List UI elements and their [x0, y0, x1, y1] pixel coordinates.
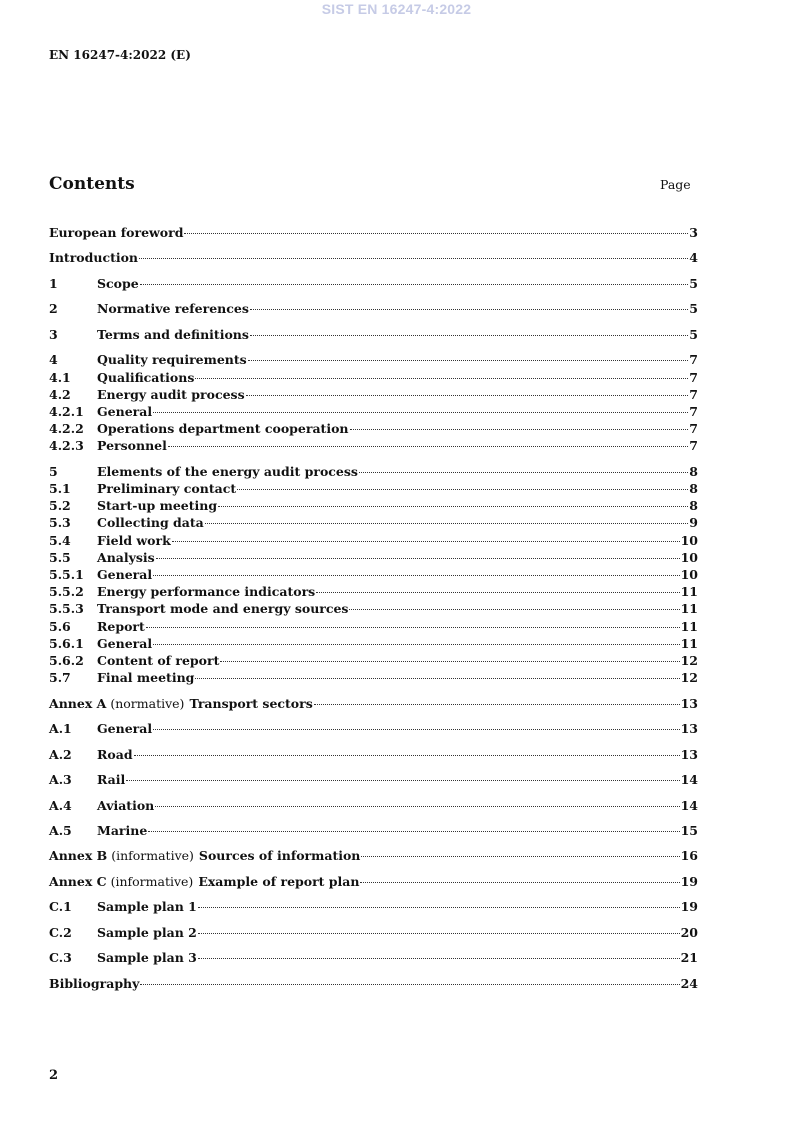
toc-entry-title: Transport sectors	[189, 695, 313, 711]
toc-entry-title: Sources of information	[198, 848, 361, 864]
toc-entry[interactable]	[49, 618, 698, 635]
toc-entry-number: 5.5	[49, 549, 71, 565]
toc-entry-title: Example of report plan	[198, 873, 360, 889]
toc-entry-page: 12	[680, 652, 698, 668]
toc-entry-number: A.5	[49, 823, 72, 838]
toc-entry-title: Quality requirements	[97, 352, 247, 368]
dot-leader	[250, 309, 688, 310]
toc-entry[interactable]	[49, 600, 698, 617]
toc-entry-title: Field work	[97, 532, 171, 548]
toc-entry[interactable]	[49, 532, 698, 549]
toc-entry[interactable]	[49, 566, 698, 583]
dot-leader	[134, 755, 680, 756]
toc-entry-title: Preliminary contact	[97, 481, 237, 497]
toc-entry-title: Aviation	[97, 797, 155, 813]
toc-entry-number: A.4	[49, 797, 72, 813]
toc-entry[interactable]	[49, 463, 698, 480]
toc-entry-number: C.2	[49, 924, 72, 940]
toc-entry-title: European foreword	[49, 225, 184, 240]
contents-title: Contents	[49, 174, 135, 194]
toc-entry-page: 19	[680, 873, 698, 889]
toc-entry-page: 19	[680, 899, 698, 915]
toc-entry[interactable]	[49, 797, 698, 814]
toc-entry-title: Personnel	[97, 438, 167, 454]
toc-entry-page: 7	[689, 403, 698, 419]
toc-entry[interactable]	[49, 249, 698, 266]
toc-entry[interactable]	[49, 847, 698, 864]
toc-entry-title: Energy audit process	[97, 386, 245, 402]
toc-entry[interactable]	[49, 549, 698, 566]
toc-entry-page: 11	[680, 601, 698, 617]
toc-entry-page: 5	[689, 301, 698, 317]
toc-entry-number: 2	[49, 301, 58, 317]
toc-entry-title: Report	[97, 618, 145, 634]
toc-entry-number: 5.5.1	[49, 566, 84, 582]
toc-entry-page: 3	[689, 225, 698, 240]
dot-leader	[248, 360, 689, 361]
toc-entry-page: 13	[680, 695, 698, 711]
toc-entry[interactable]	[49, 224, 698, 241]
toc-entry[interactable]	[49, 822, 698, 839]
toc-entry-annex-label: Annex A	[49, 695, 107, 711]
dot-leader	[198, 907, 680, 908]
toc-entry-page: 24	[680, 975, 698, 991]
toc-entry[interactable]	[49, 669, 698, 686]
document-id: EN 16247-4:2022 (E)	[49, 48, 191, 62]
toc-entry[interactable]	[49, 351, 698, 368]
toc-entry-number: 4.1	[49, 369, 71, 385]
dot-leader	[349, 609, 679, 610]
toc-entry-title: Scope	[97, 275, 139, 291]
toc-entry-number: A.2	[49, 746, 72, 762]
toc-entry-title: Collecting data	[97, 515, 204, 531]
toc-entry-annex-label: Annex C	[49, 873, 107, 889]
toc-entry-page: 8	[689, 481, 698, 497]
toc-entry-title: Operations department cooperation	[97, 421, 349, 437]
toc-entry-number: 5.4	[49, 532, 71, 548]
dot-leader	[140, 984, 679, 985]
toc-entry-page: 9	[689, 515, 698, 531]
toc-entry-number: 5.1	[49, 481, 71, 497]
toc-entry-number: A.1	[49, 721, 72, 737]
toc-entry-page: 7	[689, 369, 698, 385]
toc-entry-page: 5	[689, 275, 698, 291]
toc-entry-title: Normative references	[97, 301, 249, 317]
toc-entry-page: 7	[689, 438, 698, 454]
toc-entry-title: Qualifications	[97, 369, 195, 385]
dot-leader	[316, 592, 679, 593]
dot-leader	[218, 506, 688, 507]
dot-leader	[155, 806, 679, 807]
toc-entry[interactable]	[49, 386, 698, 403]
dot-leader	[148, 831, 679, 832]
toc-entry-title: Energy performance indicators	[97, 584, 316, 600]
toc-entry-number: 4.2.3	[49, 438, 84, 454]
toc-entry-page: 10	[680, 549, 698, 565]
toc-entry[interactable]	[49, 975, 698, 992]
toc-entry-page: 14	[680, 772, 698, 788]
watermark: SIST EN 16247-4:2022	[321, 1, 472, 17]
toc-entry-title: Rail	[97, 772, 126, 788]
dot-leader	[205, 523, 689, 524]
toc-entry-number: 4	[49, 352, 58, 368]
dot-leader	[153, 729, 679, 730]
dot-leader	[172, 541, 680, 542]
toc-entry-page: 21	[680, 950, 698, 966]
dot-leader	[359, 472, 688, 473]
toc-entry-annex-type: (informative)	[110, 873, 194, 889]
toc-entry[interactable]	[49, 514, 698, 531]
toc-entry-number: 4.2.1	[49, 403, 84, 419]
toc-entry[interactable]	[49, 403, 698, 420]
toc-entry-number: 5	[49, 463, 58, 479]
dot-leader	[195, 378, 688, 379]
toc-entry[interactable]	[49, 635, 698, 652]
toc-entry[interactable]	[49, 369, 698, 386]
dot-leader	[350, 429, 689, 430]
toc-entry-title: Road	[97, 746, 133, 762]
toc-entry-page: 13	[680, 721, 698, 737]
toc-entry[interactable]	[49, 652, 698, 669]
toc-entry-number: C.1	[49, 899, 72, 915]
toc-entry-number: 5.3	[49, 515, 71, 531]
toc-entry-number: A.3	[49, 772, 72, 788]
table-of-contents	[49, 224, 698, 992]
dot-leader	[184, 233, 688, 234]
toc-entry-number: C.3	[49, 950, 72, 966]
toc-entry[interactable]	[49, 583, 698, 600]
toc-entry-page: 4	[689, 250, 698, 266]
toc-entry[interactable]	[49, 720, 698, 737]
toc-entry-title: Elements of the energy audit process	[97, 463, 358, 479]
dot-leader	[198, 958, 680, 959]
dot-leader	[126, 780, 679, 781]
toc-entry-page: 15	[680, 823, 698, 838]
toc-entry-page: 7	[689, 352, 698, 368]
toc-entry-number: 4.2.2	[49, 421, 84, 437]
toc-entry-page: 10	[680, 566, 698, 582]
dot-leader	[156, 558, 680, 559]
dot-leader	[153, 575, 679, 576]
dot-leader	[361, 856, 679, 857]
toc-entry-page: 11	[680, 584, 698, 600]
toc-entry-number: 5.5.2	[49, 584, 84, 600]
toc-entry-page: 13	[680, 746, 698, 762]
dot-leader	[314, 704, 680, 705]
footer-page-number: 2	[49, 1068, 59, 1083]
dot-leader	[153, 412, 688, 413]
dot-leader	[237, 489, 688, 490]
toc-entry[interactable]	[49, 275, 698, 292]
toc-entry-annex-label: Annex B	[49, 848, 108, 864]
toc-entry-page: 10	[680, 532, 698, 548]
toc-entry-number: 4.2	[49, 386, 71, 402]
toc-entry[interactable]	[49, 497, 698, 514]
toc-entry[interactable]	[49, 771, 698, 788]
toc-entry-title: Sample plan 3	[97, 950, 197, 966]
toc-entry-page: 7	[689, 421, 698, 437]
toc-entry[interactable]	[49, 300, 698, 317]
dot-leader	[153, 644, 679, 645]
toc-entry[interactable]	[49, 924, 698, 941]
toc-entry-title: Content of report	[97, 652, 220, 668]
page-column-label: Page	[660, 177, 691, 192]
dot-leader	[246, 395, 689, 396]
toc-entry-page: 20	[680, 924, 698, 940]
toc-entry-annex-type: (normative)	[110, 695, 185, 711]
toc-entry-title: Transport mode and energy sources	[97, 601, 349, 617]
dot-leader	[250, 335, 688, 336]
dot-leader	[139, 258, 688, 259]
toc-entry-title: Analysis	[97, 549, 155, 565]
toc-entry-page: 7	[689, 386, 698, 402]
toc-entry[interactable]	[49, 746, 698, 763]
toc-entry-page: 5	[689, 326, 698, 342]
toc-entry-title: Marine	[97, 823, 148, 838]
toc-entry-title: Bibliography	[49, 975, 140, 991]
toc-entry[interactable]	[49, 695, 698, 712]
toc-entry-title: General	[97, 566, 153, 582]
dot-leader	[140, 284, 689, 285]
toc-entry-number: 5.2	[49, 498, 71, 514]
dot-leader	[198, 933, 680, 934]
toc-entry-number: 5.5.3	[49, 601, 84, 617]
toc-entry-page: 12	[680, 670, 698, 686]
toc-entry-number: 3	[49, 326, 58, 342]
dot-leader	[360, 882, 679, 883]
toc-entry-page: 16	[680, 848, 698, 864]
toc-entry-annex-type: (informative)	[111, 848, 194, 864]
toc-entry-page: 11	[680, 618, 698, 634]
toc-entry-title: Start-up meeting	[97, 498, 218, 514]
toc-entry-title: Terms and definitions	[97, 326, 249, 342]
toc-entry-title: General	[97, 721, 153, 737]
toc-entry-page: 8	[689, 463, 698, 479]
dot-leader	[220, 661, 679, 662]
toc-entry-number: 5.6	[49, 618, 71, 634]
toc-entry-number: 5.7	[49, 670, 71, 686]
toc-entry-number: 5.6.1	[49, 635, 84, 651]
toc-entry[interactable]	[49, 420, 698, 437]
toc-entry[interactable]	[49, 873, 698, 890]
toc-entry-page: 14	[680, 797, 698, 813]
toc-entry-title: Sample plan 1	[97, 899, 197, 915]
toc-entry-number: 5.6.2	[49, 652, 84, 668]
toc-entry-title: Final meeting	[97, 670, 195, 686]
toc-entry-title: Introduction	[49, 250, 139, 266]
toc-entry[interactable]	[49, 480, 698, 497]
dot-leader	[146, 627, 680, 628]
toc-entry[interactable]	[49, 326, 698, 343]
toc-entry-title: General	[97, 635, 153, 651]
toc-entry[interactable]	[49, 437, 698, 454]
toc-entry[interactable]	[49, 898, 698, 915]
toc-entry-title: Sample plan 2	[97, 924, 197, 940]
toc-entry-page: 8	[689, 498, 698, 514]
dot-leader	[195, 678, 679, 679]
toc-entry-title: General	[97, 403, 153, 419]
toc-entry-page: 11	[680, 635, 698, 651]
dot-leader	[168, 446, 688, 447]
toc-entry-number: 1	[49, 275, 58, 291]
toc-entry[interactable]	[49, 949, 698, 966]
